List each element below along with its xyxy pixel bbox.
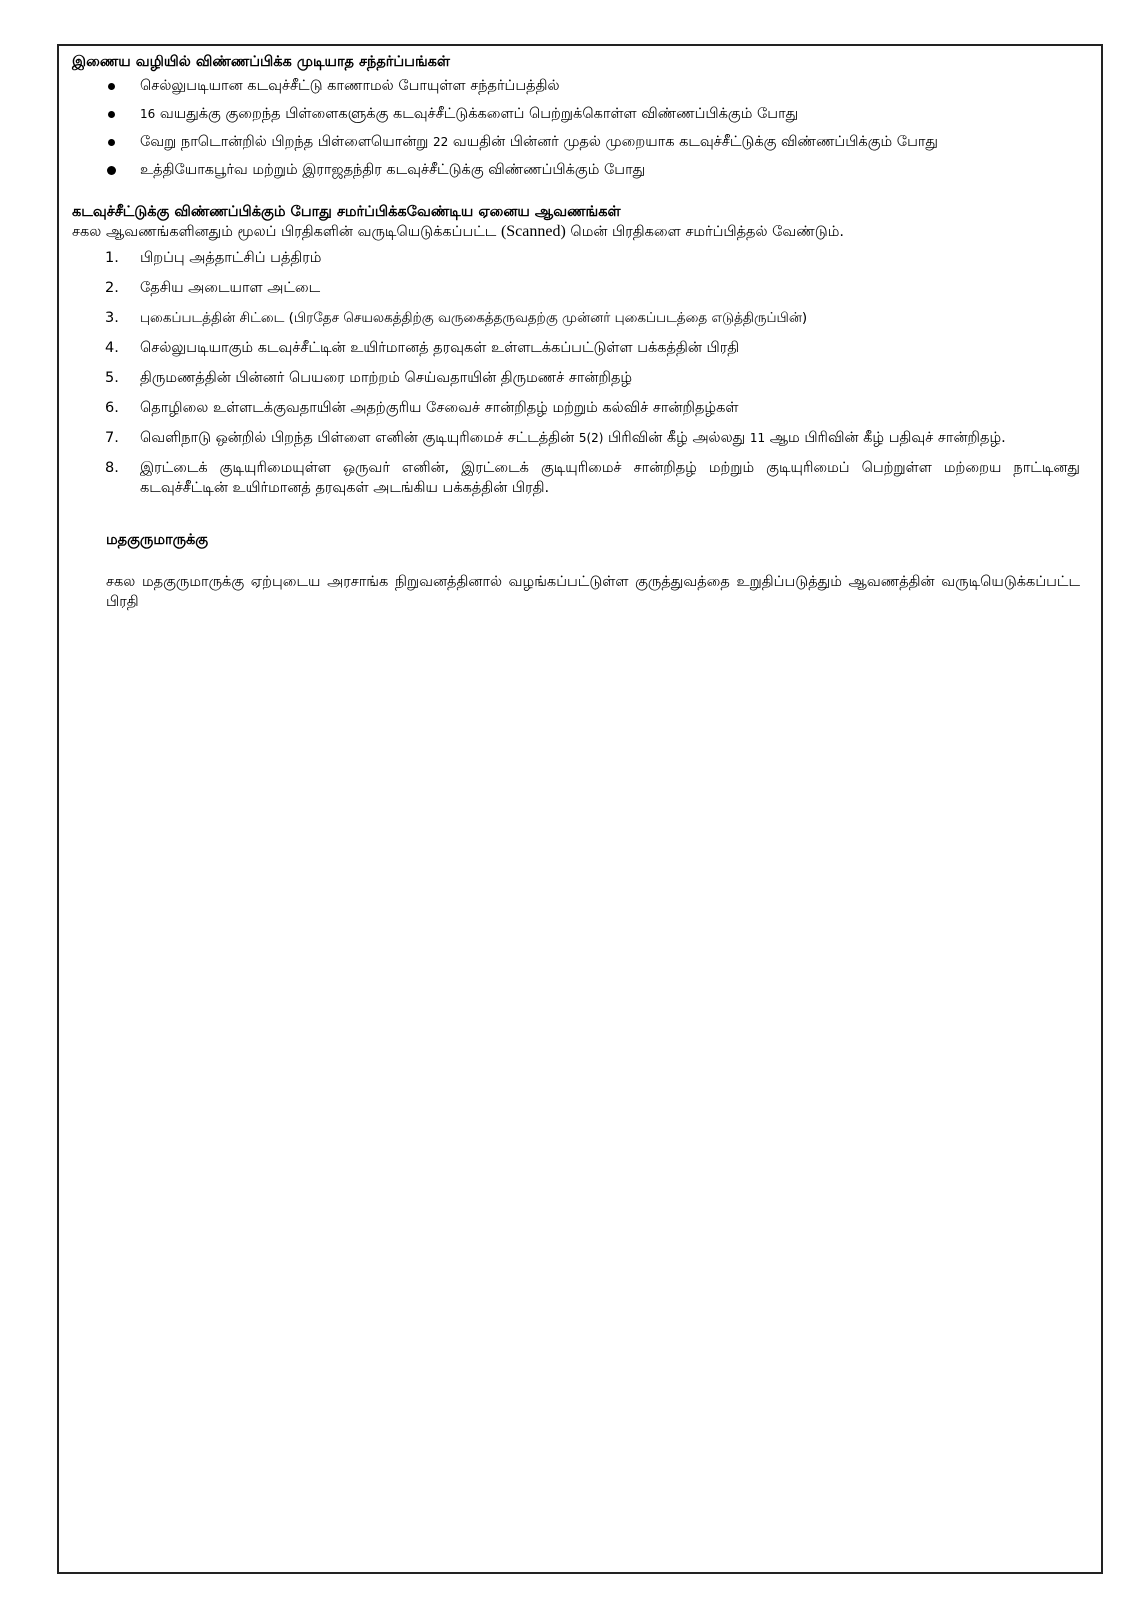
bullet-icon: [108, 83, 115, 90]
intro-scanned-term: (Scanned): [500, 223, 566, 240]
intro-paragraph: [72, 222, 1092, 242]
section-heading-other-documents: கடவுச்சீட்டுக்கு விண்ணப்பிக்கும் போது சமர்ப்பிக்கவேண்டிய ஏனைய ஆவணங்கள்: [72, 204, 621, 220]
bullet-text: வயதின் பின்னர் முதல் முறையாக கடவுச்சீட்டுக்கு விண்ணப்பிக்கும் போது: [448, 134, 939, 150]
item-section-ref: 11: [749, 431, 766, 445]
item-text: வெளிநாடு ஒன்றில் பிறந்த பிள்ளை எனின் குடியுரிமைச் சட்டத்தின்: [140, 430, 579, 446]
bullet-number: 16: [140, 107, 156, 121]
bullet-number: 22: [433, 135, 449, 149]
intro-text: மென் பிரதிகளை சமர்ப்பித்தல் வேண்டும்.: [565, 224, 844, 240]
item-number: 3.: [105, 310, 119, 326]
bullet-item: [72, 76, 1092, 96]
numbered-item: [72, 368, 1092, 388]
numbered-item: [72, 278, 1092, 298]
item-text: தொழிலை உள்ளடக்குவதாயின் அதற்குரிய சேவைச் சான்றிதழ் மற்றும் கல்விச் சான்றிதழ்கள்: [140, 400, 739, 416]
bullet-text: உத்தியோகபூர்வ மற்றும் இராஜதந்திர கடவுச்சீட்டுக்கு விண்ணப்பிக்கும் போது: [140, 162, 646, 178]
item-number: 4.: [105, 340, 119, 356]
document-content: [72, 52, 1092, 612]
bullet-icon: [108, 139, 115, 146]
item-number: 6.: [105, 400, 119, 416]
bullet-icon: [108, 111, 115, 118]
item-text: செல்லுபடியாகும் கடவுச்சீட்டின் உயிர்மானத் தரவுகள் உள்ளடக்கப்பட்டுள்ள பக்கத்தின் பிரதி: [140, 340, 740, 356]
item-text: திருமணத்தின் பின்னர் பெயரை மாற்றம் செய்வதாயின் திருமணச் சான்றிதழ்: [140, 370, 633, 386]
section-heading-clergy: மதகுருமாருக்கு: [106, 532, 209, 548]
item-number: 2.: [105, 280, 119, 296]
numbered-item: [72, 338, 1092, 358]
item-text: பிறப்பு அத்தாட்சிப் பத்திரம்: [140, 250, 322, 266]
item-number: 7.: [105, 430, 119, 446]
bullet-text: வேறு நாடொன்றில் பிறந்த பிள்ளையொன்று: [140, 134, 434, 150]
bullet-item: [72, 160, 1092, 180]
numbered-item: [72, 458, 1092, 498]
item-number: 5.: [105, 370, 119, 386]
numbered-item: [72, 308, 1092, 328]
item-section-ref: 5(2): [578, 431, 604, 445]
section-heading-online-exceptions: இணைய வழியில் விண்ணப்பிக்க முடியாத சந்தர்ப்பங்கள்: [72, 54, 451, 70]
intro-text: சகல ஆவணங்களினதும் மூலப் பிரதிகளின் வருடியெடுக்கப்பட்ட: [72, 224, 501, 240]
bullet-list-online-exceptions: [72, 76, 1092, 180]
numbered-item: [72, 428, 1092, 448]
item-number: 1.: [105, 250, 119, 266]
item-text: இரட்டைக் குடியுரிமையுள்ள ஒருவர் எனின், இரட்டைக் குடியுரிமைச் சான்றிதழ் மற்றும் குடியுரிமைப் பெற்றுள்ள மற்றைய நாட்டினது கடவுச்சீட்டின் உயிர்மானத் தரவுகள் அடங்கிய பக்கத்தின் பிரதி.: [140, 460, 1080, 496]
item-number: 8.: [105, 460, 119, 476]
numbered-item: [72, 248, 1092, 268]
item-text: ஆம பிரிவின் கீழ் பதிவுச் சான்றிதழ்.: [765, 430, 1006, 446]
bullet-item: [72, 104, 1092, 124]
bullet-text: செல்லுபடியான கடவுச்சீட்டு காணாமல் போயுள்ள சந்தர்ப்பத்தில்: [140, 78, 560, 94]
numbered-item: [72, 398, 1092, 418]
item-text: புகைப்படத்தின் சிட்டை (பிரதேச செயலகத்திற்கு வருகைத்தருவதற்கு முன்னர் புகைப்படத்தை எடுத்திருப்பின்): [140, 310, 808, 326]
bullet-icon: [107, 166, 116, 175]
clergy-paragraph: சகல மதகுருமாருக்கு ஏற்புடைய அரசாங்க நிறுவனத்தினால் வழங்கப்பட்டுள்ள குருத்துவத்தை உறுதிப்படுத்தும் ஆவணத்தின் வருடியெடுக்கப்பட்ட பிரதி: [106, 574, 1080, 610]
item-text: பிரிவின் கீழ் அல்லது: [603, 430, 750, 446]
bullet-item: [72, 132, 1092, 152]
numbered-list-documents: [72, 248, 1092, 498]
item-text: தேசிய அடையாள அட்டை: [140, 280, 321, 296]
bullet-text: வயதுக்கு குறைந்த பிள்ளைகளுக்கு கடவுச்சீட்டுக்களைப் பெற்றுக்கொள்ள விண்ணப்பிக்கும் போது: [155, 106, 799, 122]
